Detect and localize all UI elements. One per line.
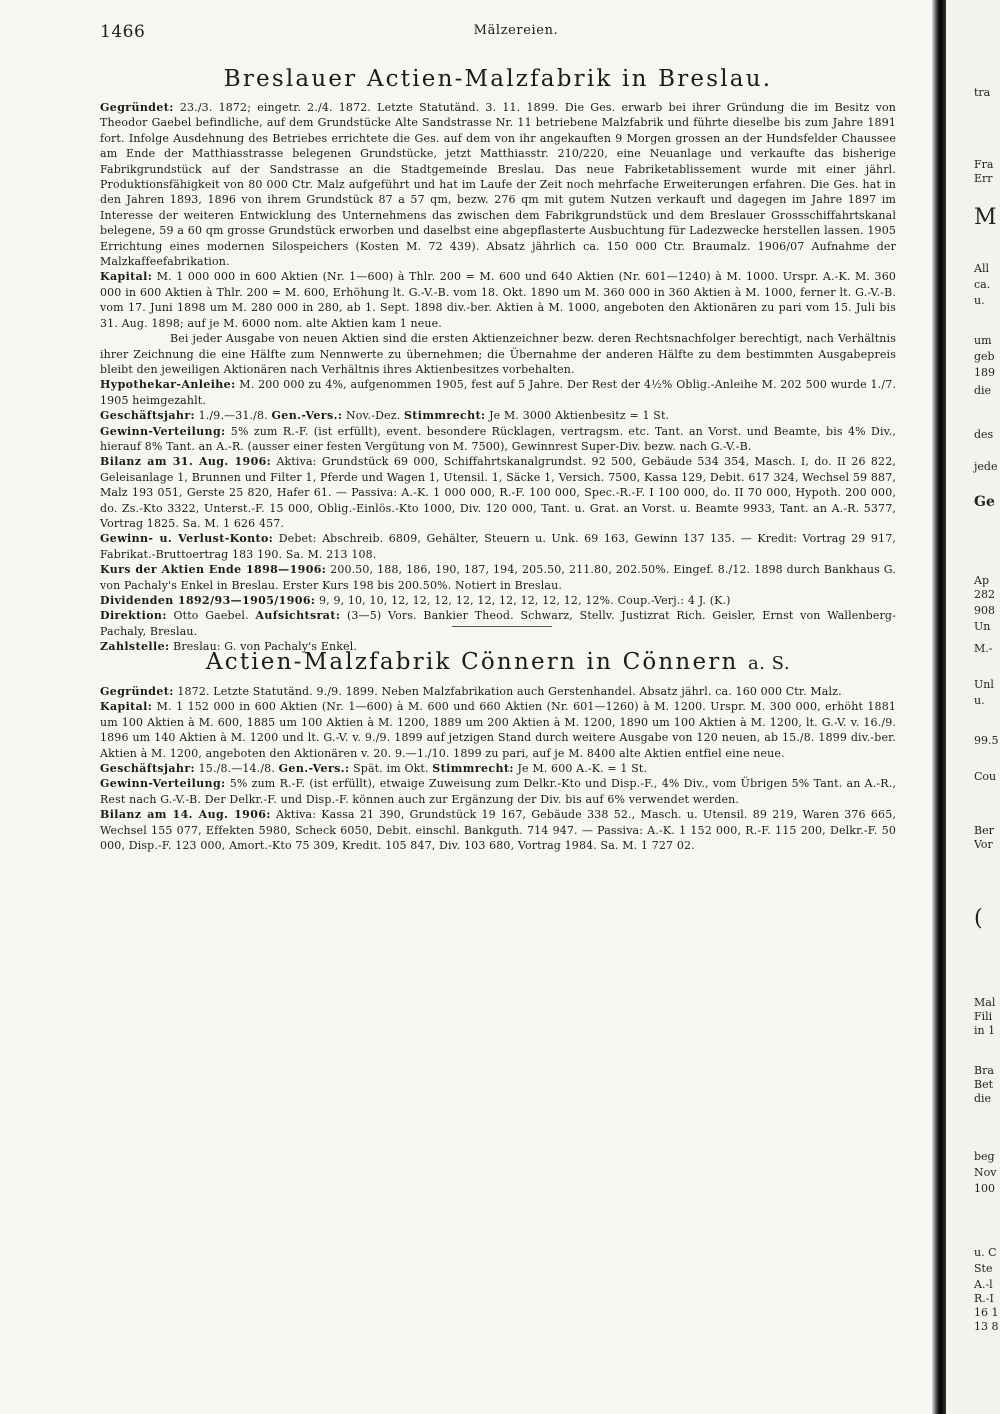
entry-text: Spät. im Okt. [353, 762, 429, 776]
adjacent-page-fragment: um [974, 334, 992, 347]
entry-label: Geschäftsjahr: [100, 762, 195, 776]
entry-label: Bilanz am 14. Aug. 1906: [100, 808, 271, 822]
entry-text: Breslau: G. von Pachaly's Enkel. [173, 640, 358, 654]
entry-text: 5% zum R.-F. (ist erfüllt), etwaige Zuweisung zum Delkr.-Kto und Disp.-F., 4% Div., vom Übrigen 5% Tant. an A.-R., Rest nach G.-V.-B. Der Delkr.-F. und Disp.-F. können auch zur Ergänzung der Div. bis auf 6% verwendet werden. [100, 777, 896, 806]
adjacent-page-fragment: 189 [974, 366, 995, 379]
entry-label: Aufsichtsrat: [255, 609, 341, 623]
entry-label: Gewinn-Verteilung: [100, 424, 226, 438]
adjacent-page-fragment: Ste [974, 1262, 993, 1275]
entry-text: Otto Gaebel. [173, 609, 249, 623]
entry-paragraph [100, 531, 896, 562]
entry-paragraph [100, 100, 896, 269]
entry-paragraph [100, 807, 896, 853]
adjacent-page-fragment: ( [974, 906, 983, 931]
entry-paragraph [100, 776, 896, 807]
entry-label: Gen.-Vers.: [271, 409, 343, 423]
adjacent-page-fragment: tra [974, 86, 991, 99]
company-title-suffix: a. S. [747, 653, 791, 674]
entry-label: Kurs der Aktien Ende 1898—1906: [100, 563, 327, 577]
entry-text: 23./3. 1872; eingetr. 2./4. 1872. Letzte Statutänd. 3. 11. 1899. Die Ges. erwarb bei ihrer Gründung die im Besitz von Theodor Gaebel befindliche, auf dem Grundstücke Alte Sandstrasse Nr. 11 betriebene Malzfabrik und führte dieselbe bis zum Jahre 1891 fort. Infolge Ausdehnung des Betriebes errichtete die Ges. auf dem von ihr angekauften 9 Morgen grossen an der Hundsfelder Chaussee am Ende der Matthiasstrasse belegenen Grundstücke, jetzt Matthiasstr. 210/220, eine Neuanlage und verkaufte das bisherige Fabrikgrundstück auf der Sandstrasse an die Stadtgemeinde Breslau. Das neue Fabriketablissement wurde mit einer jährl. Produktionsfähigkeit von 80 000 Ctr. Malz aufgeführt und hat im Laufe der Zeit noch mehrfache Erweiterungen erfahren. Die Ges. hat in den Jahren 1893, 1896 von ihrem Grundstück 87 a 57 qm, bezw. 276 qm mit gutem Nutzen verkauft und dagegen im Jahre 1897 im Interesse der weiteren Entwicklung des Unternehmens das zwischen dem Fabrikgrundstück und dem Breslauer Grossschiffahrtskanal belegene, 59 a 60 qm grosse Grundstück erworben und daselbst eine abgepflasterte Ausbuchtung für Ladezwecke herstellen lassen. 1905 Errichtung eines modernen Silospeichers (Kosten M. 72 439). Absatz jährlich ca. 150 000 Ctr. Braumalz. 1906/07 Aufnahme der Malzkaffeefabrikation. [100, 101, 896, 269]
adjacent-page-fragment: die [974, 1092, 992, 1105]
entry-label: Gewinn-Verteilung: [100, 777, 226, 791]
entry-text: 200.50, 188, 186, 190, 187, 194, 205.50, 211.80, 202.50%. Eingef. 8./12. 1898 durch Bankhaus G. von Pachaly's Enkel in Breslau. Erster Kurs 198 bis 200.50%. Notiert in Breslau. [100, 563, 896, 592]
adjacent-page-fragment: u. [974, 294, 985, 307]
adjacent-page-fragment: Cou [974, 770, 997, 783]
entry-label: Kapital: [100, 700, 153, 714]
entry-paragraph [100, 377, 896, 408]
adjacent-page-fragment: 282 [974, 588, 995, 601]
adjacent-page-fragment: die [974, 384, 992, 397]
entry-paragraph [100, 331, 896, 377]
entry-label: Geschäftsjahr: [100, 409, 195, 423]
adjacent-page-fragment: R.-I [974, 1292, 994, 1305]
entry-label: Gegründet: [100, 101, 174, 114]
adjacent-page-fragment: 100 [974, 1182, 995, 1195]
entry-text: M. 200 000 zu 4%, aufgenommen 1905, fest auf 5 Jahre. Der Rest der 4½% Oblig.-Anleihe M. 202 500 wurde 1./7. 1905 heimgezahlt. [100, 378, 896, 407]
adjacent-page-fragment: in 1 [974, 1024, 996, 1037]
entry-label: Direktion: [100, 609, 167, 623]
entry-text: Debet: Abschreib. 6809, Gehälter, Steuern u. Unk. 69 163, Gewinn 137 135. — Kredit: Vortrag 29 917, Fabrikat.-Bruttoertrag 183 190. Sa. M. 213 108. [100, 532, 896, 561]
entry-label: Bilanz am 31. Aug. 1906: [100, 455, 272, 469]
adjacent-page-fragment: des [974, 428, 994, 441]
entry-label: Gewinn- u. Verlust-Konto: [100, 532, 274, 546]
entry-text: Aktiva: Kassa 21 390, Grundstück 19 167, Gebäude 338 52., Masch. u. Utensil. 89 219, Waren 376 665, Wechsel 155 077, Effekten 5980, Scheck 6050, Debit. einschl. Bankguth. 714 947. — Passiva: A.-K. 1 152 000, R.-F. 115 200, Delkr.-F. 50 000, Disp.-F. 123 000, Amort.-Kto 75 309, Kredit. 105 847, Div. 103 680, Vortrag 1984. Sa. M. 1 727 02. [100, 808, 896, 853]
entry-text: Bei jeder Ausgabe von neuen Aktien sind die ersten Aktienzeichner bezw. deren Rechtsnachfolger berechtigt, nach Verhältnis ihrer Zeichnung die eine Hälfte zum Nennwerte zu übernehmen; die Übernahme der anderen Hälfte zu dem bestimmten Ausgabepreis bleibt den jeweiligen Aktionären nach Verhältnis ihres Aktienbesitzes vorbehalten. [100, 332, 896, 376]
book-gutter [932, 0, 946, 1414]
adjacent-page-edge [946, 0, 1000, 1414]
company-entry [100, 684, 896, 853]
adjacent-page-fragment: M.- [974, 642, 993, 655]
entry-label: Dividenden 1892/93—1905/1906: [100, 594, 316, 607]
adjacent-page-fragment: Unl [974, 678, 994, 691]
entry-paragraph [100, 593, 896, 608]
page-number: 1466 [100, 22, 146, 42]
section-divider [452, 626, 552, 627]
adjacent-page-fragment: geb [974, 350, 995, 363]
entry-text: M. 1 152 000 in 600 Aktien (Nr. 1—600) à M. 600 und 660 Aktien (Nr. 601—1260) à M. 1200. Urspr. M. 300 000, erhöht 1881 um 100 Aktien à M. 600, 1885 um 100 Aktien à M. 1200, 1889 um 200 Aktien à M. 1200, 1890 um 100 Aktien à M. 1200, lt. G.-V. v. 16./9. 1896 um 140 Aktien à M. 1200 und lt. G.-V. v. 9./9. 1899 auf jetzigen Stand durch weitere Ausgabe von 120 neuen, ab 15./8. 1899 div.-ber. Aktien à M. 1200, angeboten den Aktionären v. 20. 9.—1./10. 1899 zu pari, auf je M. 8400 alte Aktien entfiel eine neue. [100, 700, 896, 760]
entry-paragraph [100, 408, 896, 423]
entry-label: Kapital: [100, 270, 153, 284]
entry-label: Hypothekar-Anleihe: [100, 378, 236, 392]
adjacent-page-fragment: Err [974, 172, 993, 185]
company-entry [100, 100, 896, 655]
adjacent-page-fragment: Bra [974, 1064, 994, 1077]
entry-text: 15./8.—14./8. [198, 762, 275, 776]
entry-text: 5% zum R.-F. (ist erfüllt), event. besondere Rücklagen, vertragsm. etc. Tant. an Vorst. und Beamte, bis 4% Div., hierauf 8% Tant. an A.-R. (ausser einer festen Vergütung von M. 7500), Gewinnrest Super-Div. bezw. nach G.-V.-B. [100, 424, 896, 453]
adjacent-page-fragment: Ge [974, 494, 995, 510]
adjacent-page-fragment: All [974, 262, 989, 275]
adjacent-page-fragment: A.-l [974, 1278, 993, 1291]
adjacent-page-fragment: Fra [974, 158, 994, 171]
entry-text: M. 1 000 000 in 600 Aktien (Nr. 1—600) à Thlr. 200 = M. 600 und 640 Aktien (Nr. 601—1240) à M. 1000. Urspr. A.-K. M. 360 000 in 600 Aktien à Thlr. 200 = M. 600, Erhöhung lt. G.-V.-B. vom 18. Okt. 1890 um M. 360 000 in 360 Aktien à M. 1000, ferner lt. G.-V.-B. vom 17. Juni 1898 um M. 280 000 in 280, ab 1. Sept. 1898 div.-ber. Aktien à M. 1000, angeboten den Aktionären zu pari vom 15. Juli bis 31. Aug. 1898; auf je M. 6000 nom. alte Aktien kam 1 neue. [100, 270, 897, 330]
adjacent-page-fragment: beg [974, 1150, 995, 1163]
company-title [100, 648, 896, 678]
adjacent-page-fragment: Fili [974, 1010, 993, 1023]
entry-text: Nov.-Dez. [345, 409, 401, 423]
adjacent-page-fragment: M [974, 205, 997, 230]
entry-label: Gen.-Vers.: [278, 762, 350, 776]
adjacent-page-fragment: 13 8 [974, 1320, 999, 1333]
entry-paragraph [100, 761, 896, 776]
entry-paragraph [100, 684, 896, 699]
adjacent-page-fragment: Bet [974, 1078, 994, 1091]
entry-paragraph [100, 562, 896, 593]
entry-text: 1./9.—31./8. [198, 409, 268, 423]
adjacent-page-fragment: ca. [974, 278, 991, 291]
adjacent-page-fragment: u. C [974, 1246, 997, 1259]
entry-label: Stimmrecht: [403, 409, 486, 423]
running-head [100, 22, 932, 46]
entry-text: Aktiva: Grundstück 69 000, Schiffahrtskanalgrundst. 92 500, Gebäude 534 354, Masch. I, do. II 26 822, Geleisanlage 1, Brunnen und Filter 1, Pferde und Wagen 1, Utensil. 1, Säcke 1, Versich. 7500, Kassa 129, Debit. 617 324, Wechsel 59 887, Malz 193 051, Gerste 25 820, Hafer 61. — Passiva: A.-K. 1 000 000, R.-F. 100 000, Spec.-R.-F. I 100 000, do. II 70 000, Hypoth. 200 000, do. Zs.-Kto 3322, Unterst.-F. 15 000, Oblig.-Einlös.-Kto 1000, Div. 120 000, Tant. u. Grat. an Vorst. u. Beamte 9933, Tant. an A.-R. 5377, Vortrag 1825. Sa. M. 1 626 457. [100, 455, 897, 530]
adjacent-page-fragment: 16 1 [974, 1306, 999, 1319]
adjacent-page-fragment: 908 [974, 604, 995, 617]
entry-text: 9, 9, 10, 10, 12, 12, 12, 12, 12, 12, 12, 12, 12, 12%. Coup.-Verj.: 4 J. (K.) [319, 594, 731, 607]
running-title: Mälzereien. [473, 23, 559, 38]
entry-label: Stimmrecht: [432, 762, 514, 776]
adjacent-page-fragment: u. [974, 694, 985, 707]
entry-paragraph [100, 454, 896, 531]
adjacent-page-fragment: jede [974, 460, 998, 473]
entry-paragraph [100, 269, 896, 331]
adjacent-page-fragment: Mal [974, 996, 996, 1009]
adjacent-page-fragment: 99.5 [974, 734, 999, 747]
entry-text: (3—5) Vors. Bankier Theod. Schwarz, Stellv. Justizrat Rich. Geisler, Ernst von Wallenberg-Pachaly, Breslau. [100, 609, 896, 638]
entry-text: 1872. Letzte Statutänd. 9./9. 1899. Neben Malzfabrikation auch Gerstenhandel. Absatz jährl. ca. 160 000 Ctr. Malz. [177, 685, 842, 698]
entry-label: Gegründet: [100, 685, 174, 698]
adjacent-page-fragment: Ap [974, 574, 989, 587]
adjacent-page-fragment: Ber [974, 824, 994, 837]
adjacent-page-fragment: Nov [974, 1166, 997, 1179]
entry-label: Zahlstelle: [100, 640, 170, 654]
adjacent-page-fragment: Vor [974, 838, 993, 851]
entry-paragraph [100, 699, 896, 761]
entry-text: Je M. 600 A.-K. = 1 St. [517, 762, 648, 776]
entry-paragraph [100, 608, 896, 639]
entry-paragraph [100, 424, 896, 455]
company-title-text: Breslauer Actien-Malzfabrik in Breslau. [223, 66, 773, 92]
company-title [100, 65, 896, 93]
entry-text: Je M. 3000 Aktienbesitz = 1 St. [489, 409, 670, 423]
adjacent-page-fragment: Un [974, 620, 991, 633]
company-title-text: Actien-Malzfabrik Cönnern in Cönnern [205, 649, 739, 675]
